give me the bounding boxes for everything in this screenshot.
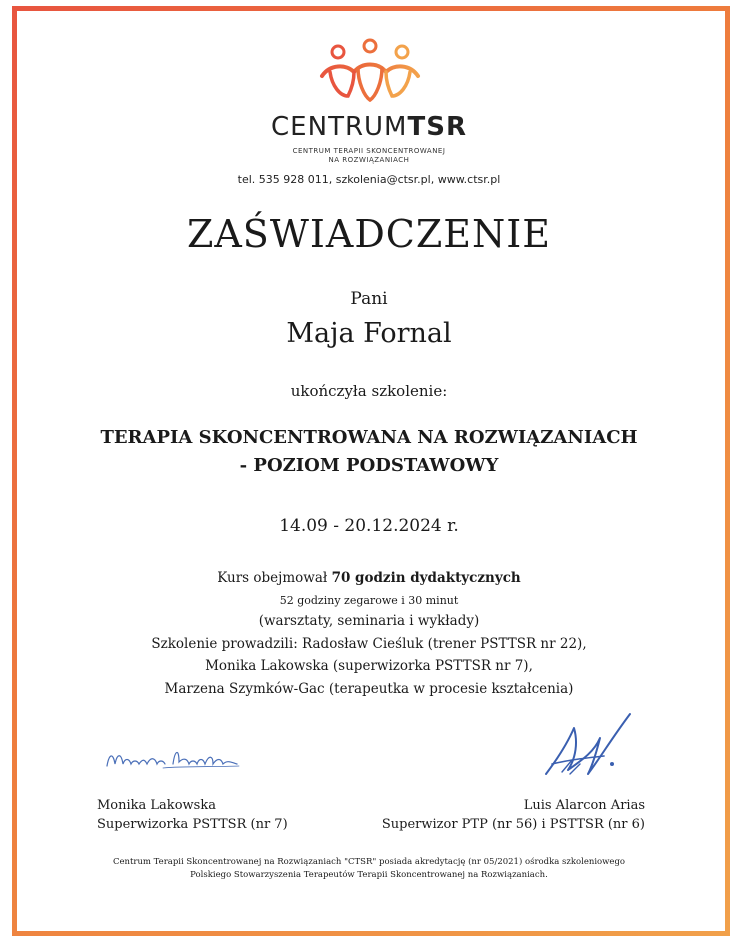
signer-left-role: Superwizorka PSTTSR (nr 7) xyxy=(97,817,288,832)
brand-light: CENTRUM xyxy=(271,112,408,142)
instructors-line2: Monika Lakowska (superwizorka PSTTSR nr 7), xyxy=(205,658,533,674)
salutation: Pani xyxy=(350,289,388,309)
course-title-line2: - POZIOM PODSTAWOWY xyxy=(239,455,499,476)
signer-left-name: Monika Lakowska xyxy=(97,798,216,813)
contact-info: tel. 535 928 011, szkolenia@ctsr.pl, www.ctsr.pl xyxy=(237,173,501,186)
course-formats: (warsztaty, seminaria i wykłady) xyxy=(258,613,480,629)
brand-bold: TSR xyxy=(407,112,467,142)
footer-line2: Polskiego Stowarzyszenia Terapeutów Terapii Skoncentrowanej na Rozwiązaniach. xyxy=(190,870,548,880)
three-people-logo-icon xyxy=(318,38,422,102)
logo-arms xyxy=(322,65,418,77)
logo-body-right xyxy=(386,72,410,96)
signature-left-image xyxy=(103,740,243,776)
signer-right-name: Luis Alarcon Arias xyxy=(523,798,645,813)
signer-right xyxy=(382,796,645,834)
logo-head-left xyxy=(332,46,344,58)
logo-body-left xyxy=(330,72,354,96)
certificate-title: ZAŚWIADCZENIE xyxy=(186,212,552,256)
course-dates: 14.09 - 20.12.2024 r. xyxy=(279,516,459,536)
logo-body-center xyxy=(358,68,382,100)
recipient-name: Maja Fornal xyxy=(286,318,452,349)
course-hours xyxy=(0,570,738,586)
instructors-line1: Szkolenie prowadzili: Radosław Cieśluk (trener PSTTSR nr 22), xyxy=(151,635,587,652)
signer-right-role: Superwizor PTP (nr 56) i PSTTSR (nr 6) xyxy=(381,817,645,832)
logo-head-center xyxy=(364,40,376,52)
accreditation-footer xyxy=(0,856,738,882)
course-details xyxy=(0,610,738,700)
brand-subtitle-line2: NA ROZWIĄZANIACH xyxy=(328,156,410,164)
signature-right-image xyxy=(538,708,634,780)
hours-bold: 70 godzin dydaktycznych xyxy=(331,570,521,586)
clock-hours: 52 godziny zegarowe i 30 minut xyxy=(279,594,459,607)
course-title xyxy=(0,424,738,480)
completed-text: ukończyła szkolenie: xyxy=(290,382,448,400)
signer-left xyxy=(97,796,288,834)
instructors-line3: Marzena Szymków-Gac (terapeutka w procesie kształcenia) xyxy=(164,680,574,697)
logo-head-right xyxy=(396,46,408,58)
footer-line1: Centrum Terapii Skoncentrowanej na Rozwiązaniach "CTSR" posiada akredytację (nr 05/2021) ośrodka szkoleniowego xyxy=(112,857,626,867)
hours-prefix: Kurs obejmował xyxy=(217,570,332,586)
course-title-line1: TERAPIA SKONCENTROWANA NA ROZWIĄZANIACH xyxy=(100,427,638,448)
brand-name xyxy=(0,112,738,142)
brand-subtitle-line1: CENTRUM TERAPII SKONCENTROWANEJ xyxy=(292,147,446,155)
